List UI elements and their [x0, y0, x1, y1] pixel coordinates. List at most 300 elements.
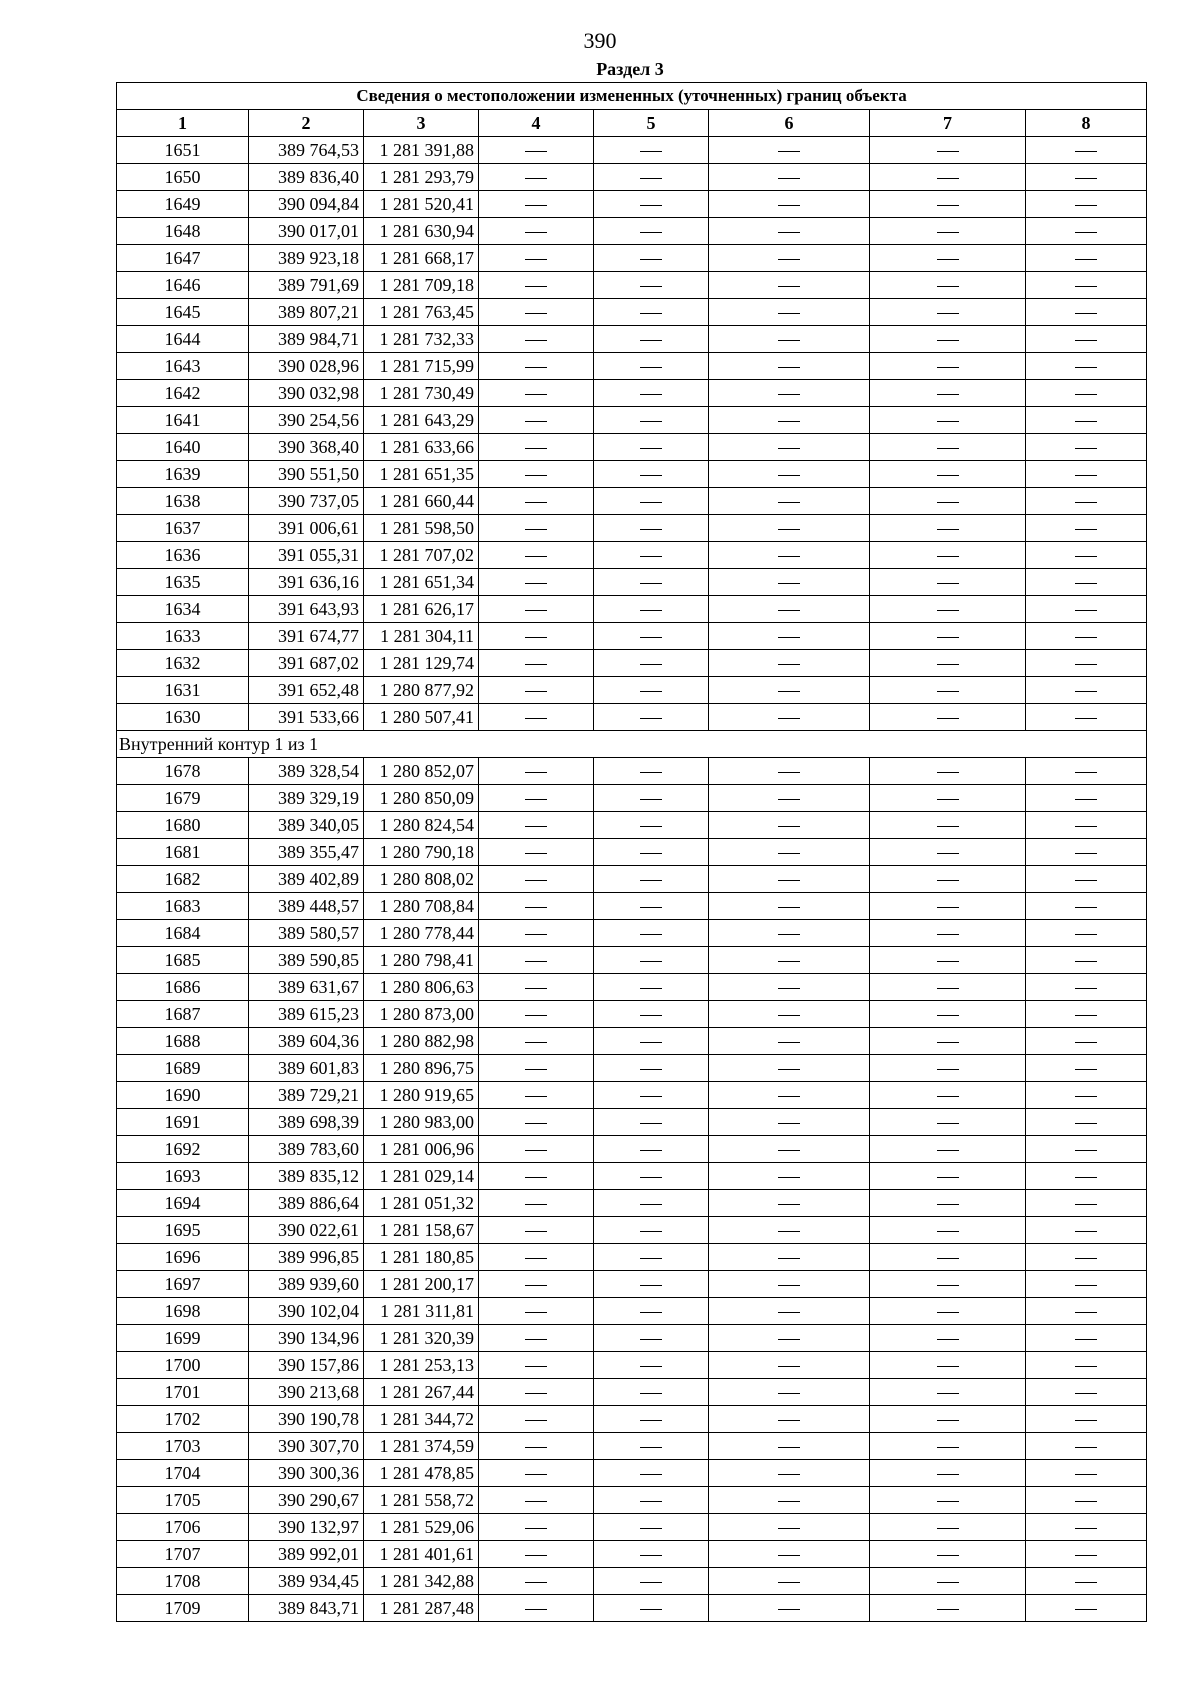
- table-row: [117, 353, 1147, 380]
- empty-dash: [640, 421, 662, 422]
- empty-cell: [594, 1541, 709, 1568]
- empty-cell: [709, 1487, 870, 1514]
- empty-cell: [1026, 569, 1147, 596]
- empty-dash: [640, 1555, 662, 1556]
- y-coordinate-cell: 1 280 778,44: [364, 920, 479, 947]
- empty-cell: [594, 461, 709, 488]
- empty-cell: [594, 569, 709, 596]
- empty-cell: [870, 515, 1026, 542]
- empty-dash: [640, 637, 662, 638]
- empty-dash: [640, 826, 662, 827]
- point-number-cell: 1689: [117, 1055, 249, 1082]
- empty-dash: [937, 529, 959, 530]
- x-coordinate-cell: 389 791,69: [249, 272, 364, 299]
- empty-cell: [709, 1325, 870, 1352]
- empty-dash: [937, 259, 959, 260]
- empty-dash: [640, 1339, 662, 1340]
- empty-dash: [1075, 583, 1097, 584]
- empty-cell: [870, 488, 1026, 515]
- y-coordinate-cell: 1 280 919,65: [364, 1082, 479, 1109]
- point-number-cell: 1632: [117, 650, 249, 677]
- empty-cell: [1026, 947, 1147, 974]
- point-number-cell: 1631: [117, 677, 249, 704]
- empty-dash: [937, 1285, 959, 1286]
- table-row: [117, 569, 1147, 596]
- empty-cell: [1026, 974, 1147, 1001]
- empty-dash: [525, 691, 547, 692]
- empty-cell: [870, 1460, 1026, 1487]
- empty-dash: [778, 1177, 800, 1178]
- empty-dash: [778, 637, 800, 638]
- empty-cell: [479, 1109, 594, 1136]
- point-number-cell: 1678: [117, 758, 249, 785]
- empty-dash: [778, 340, 800, 341]
- x-coordinate-cell: 390 190,78: [249, 1406, 364, 1433]
- empty-dash: [525, 1555, 547, 1556]
- empty-cell: [709, 1568, 870, 1595]
- empty-dash: [525, 1339, 547, 1340]
- empty-cell: [479, 1055, 594, 1082]
- empty-cell: [709, 1028, 870, 1055]
- empty-dash: [525, 1015, 547, 1016]
- empty-dash: [1075, 1231, 1097, 1232]
- empty-cell: [594, 542, 709, 569]
- empty-cell: [870, 191, 1026, 218]
- table-row: [117, 1136, 1147, 1163]
- empty-dash: [1075, 1312, 1097, 1313]
- table-row: [117, 326, 1147, 353]
- empty-cell: [1026, 434, 1147, 461]
- empty-dash: [640, 340, 662, 341]
- empty-cell: [594, 785, 709, 812]
- empty-dash: [1075, 448, 1097, 449]
- empty-cell: [479, 974, 594, 1001]
- empty-dash: [778, 826, 800, 827]
- empty-cell: [594, 1325, 709, 1352]
- empty-cell: [479, 1568, 594, 1595]
- empty-cell: [870, 596, 1026, 623]
- empty-dash: [1075, 907, 1097, 908]
- empty-cell: [1026, 299, 1147, 326]
- empty-cell: [479, 1352, 594, 1379]
- empty-dash: [937, 313, 959, 314]
- empty-dash: [640, 1204, 662, 1205]
- y-coordinate-cell: 1 281 709,18: [364, 272, 479, 299]
- table-row: [117, 137, 1147, 164]
- empty-cell: [870, 272, 1026, 299]
- empty-cell: [479, 380, 594, 407]
- empty-dash: [525, 583, 547, 584]
- empty-cell: [870, 1298, 1026, 1325]
- point-number-cell: 1646: [117, 272, 249, 299]
- point-number-cell: 1701: [117, 1379, 249, 1406]
- y-coordinate-cell: 1 281 520,41: [364, 191, 479, 218]
- empty-cell: [709, 245, 870, 272]
- y-coordinate-cell: 1 280 852,07: [364, 758, 479, 785]
- empty-cell: [594, 407, 709, 434]
- empty-cell: [709, 380, 870, 407]
- empty-dash: [778, 799, 800, 800]
- empty-dash: [937, 988, 959, 989]
- empty-dash: [525, 259, 547, 260]
- column-header: 2: [249, 110, 364, 137]
- empty-dash: [937, 799, 959, 800]
- empty-cell: [1026, 461, 1147, 488]
- empty-cell: [594, 1163, 709, 1190]
- empty-cell: [709, 1460, 870, 1487]
- empty-cell: [870, 245, 1026, 272]
- empty-dash: [640, 583, 662, 584]
- empty-cell: [479, 1028, 594, 1055]
- empty-cell: [709, 704, 870, 731]
- y-coordinate-cell: 1 281 267,44: [364, 1379, 479, 1406]
- y-coordinate-cell: 1 280 824,54: [364, 812, 479, 839]
- empty-cell: [479, 866, 594, 893]
- empty-dash: [1075, 1258, 1097, 1259]
- empty-cell: [870, 812, 1026, 839]
- x-coordinate-cell: 389 604,36: [249, 1028, 364, 1055]
- empty-dash: [525, 1285, 547, 1286]
- empty-cell: [1026, 1460, 1147, 1487]
- empty-dash: [1075, 1177, 1097, 1178]
- empty-cell: [709, 164, 870, 191]
- empty-dash: [1075, 988, 1097, 989]
- empty-dash: [937, 1555, 959, 1556]
- empty-cell: [709, 839, 870, 866]
- y-coordinate-cell: 1 281 200,17: [364, 1271, 479, 1298]
- table-row: [117, 1595, 1147, 1622]
- y-coordinate-cell: 1 281 633,66: [364, 434, 479, 461]
- empty-dash: [1075, 1069, 1097, 1070]
- y-coordinate-cell: 1 280 790,18: [364, 839, 479, 866]
- empty-cell: [870, 1136, 1026, 1163]
- empty-cell: [1026, 650, 1147, 677]
- empty-cell: [709, 191, 870, 218]
- empty-dash: [1075, 961, 1097, 962]
- empty-cell: [870, 434, 1026, 461]
- empty-dash: [937, 718, 959, 719]
- empty-dash: [640, 880, 662, 881]
- empty-cell: [870, 461, 1026, 488]
- empty-cell: [1026, 812, 1147, 839]
- empty-dash: [778, 1150, 800, 1151]
- empty-dash: [525, 502, 547, 503]
- point-number-cell: 1699: [117, 1325, 249, 1352]
- table-row: [117, 380, 1147, 407]
- empty-cell: [1026, 1325, 1147, 1352]
- table-row: [117, 1352, 1147, 1379]
- point-number-cell: 1685: [117, 947, 249, 974]
- empty-dash: [525, 1204, 547, 1205]
- empty-cell: [709, 785, 870, 812]
- empty-cell: [1026, 1541, 1147, 1568]
- empty-dash: [778, 502, 800, 503]
- empty-dash: [778, 664, 800, 665]
- empty-cell: [479, 1514, 594, 1541]
- empty-dash: [778, 880, 800, 881]
- empty-cell: [709, 947, 870, 974]
- point-number-cell: 1692: [117, 1136, 249, 1163]
- empty-cell: [479, 893, 594, 920]
- empty-dash: [640, 367, 662, 368]
- empty-dash: [778, 1474, 800, 1475]
- empty-cell: [479, 947, 594, 974]
- empty-dash: [640, 772, 662, 773]
- empty-dash: [937, 205, 959, 206]
- y-coordinate-cell: 1 281 730,49: [364, 380, 479, 407]
- point-number-cell: 1691: [117, 1109, 249, 1136]
- point-number-cell: 1686: [117, 974, 249, 1001]
- point-number-cell: 1700: [117, 1352, 249, 1379]
- x-coordinate-cell: 389 843,71: [249, 1595, 364, 1622]
- empty-dash: [937, 610, 959, 611]
- table-row: [117, 1460, 1147, 1487]
- empty-dash: [640, 394, 662, 395]
- empty-dash: [525, 1177, 547, 1178]
- empty-cell: [1026, 1109, 1147, 1136]
- empty-cell: [1026, 1055, 1147, 1082]
- table-row: [117, 1298, 1147, 1325]
- empty-cell: [594, 137, 709, 164]
- table-row: [117, 1514, 1147, 1541]
- empty-dash: [778, 1582, 800, 1583]
- empty-cell: [479, 515, 594, 542]
- empty-dash: [1075, 259, 1097, 260]
- empty-cell: [709, 299, 870, 326]
- point-number-cell: 1694: [117, 1190, 249, 1217]
- empty-cell: [870, 677, 1026, 704]
- y-coordinate-cell: 1 281 707,02: [364, 542, 479, 569]
- empty-dash: [640, 691, 662, 692]
- column-header: 8: [1026, 110, 1147, 137]
- table-row: [117, 1055, 1147, 1082]
- x-coordinate-cell: 391 055,31: [249, 542, 364, 569]
- empty-cell: [870, 893, 1026, 920]
- empty-cell: [1026, 785, 1147, 812]
- empty-dash: [937, 232, 959, 233]
- empty-cell: [870, 1028, 1026, 1055]
- empty-dash: [778, 1285, 800, 1286]
- empty-cell: [709, 596, 870, 623]
- empty-cell: [479, 812, 594, 839]
- y-coordinate-cell: 1 281 051,32: [364, 1190, 479, 1217]
- empty-cell: [479, 1001, 594, 1028]
- empty-cell: [594, 218, 709, 245]
- empty-dash: [1075, 799, 1097, 800]
- empty-cell: [594, 1001, 709, 1028]
- empty-dash: [937, 583, 959, 584]
- x-coordinate-cell: 389 992,01: [249, 1541, 364, 1568]
- empty-dash: [640, 961, 662, 962]
- empty-cell: [1026, 1190, 1147, 1217]
- empty-cell: [1026, 893, 1147, 920]
- empty-cell: [479, 569, 594, 596]
- empty-dash: [937, 1123, 959, 1124]
- empty-cell: [594, 839, 709, 866]
- empty-dash: [937, 853, 959, 854]
- y-coordinate-cell: 1 281 129,74: [364, 650, 479, 677]
- table-row: [117, 623, 1147, 650]
- empty-dash: [640, 178, 662, 179]
- table-row: [117, 1028, 1147, 1055]
- empty-cell: [709, 812, 870, 839]
- empty-dash: [778, 475, 800, 476]
- empty-dash: [937, 1231, 959, 1232]
- table-row: [117, 245, 1147, 272]
- point-number-cell: 1698: [117, 1298, 249, 1325]
- empty-dash: [525, 1150, 547, 1151]
- empty-cell: [1026, 353, 1147, 380]
- empty-cell: [1026, 1568, 1147, 1595]
- empty-cell: [594, 920, 709, 947]
- empty-cell: [870, 1541, 1026, 1568]
- empty-dash: [640, 475, 662, 476]
- empty-cell: [479, 1379, 594, 1406]
- empty-cell: [870, 542, 1026, 569]
- empty-dash: [640, 1474, 662, 1475]
- empty-cell: [709, 650, 870, 677]
- empty-cell: [870, 1217, 1026, 1244]
- empty-dash: [1075, 313, 1097, 314]
- empty-cell: [594, 1082, 709, 1109]
- empty-dash: [525, 1474, 547, 1475]
- empty-cell: [479, 1217, 594, 1244]
- empty-dash: [525, 1123, 547, 1124]
- point-number-cell: 1682: [117, 866, 249, 893]
- empty-dash: [778, 934, 800, 935]
- table-row: [117, 677, 1147, 704]
- empty-cell: [709, 758, 870, 785]
- table-row: [117, 515, 1147, 542]
- empty-cell: [709, 1433, 870, 1460]
- empty-cell: [594, 353, 709, 380]
- empty-cell: [594, 1109, 709, 1136]
- empty-cell: [479, 488, 594, 515]
- empty-dash: [640, 1069, 662, 1070]
- point-number-cell: 1643: [117, 353, 249, 380]
- empty-cell: [870, 218, 1026, 245]
- empty-cell: [1026, 407, 1147, 434]
- empty-cell: [479, 758, 594, 785]
- table-row: [117, 812, 1147, 839]
- empty-dash: [525, 637, 547, 638]
- empty-cell: [709, 1163, 870, 1190]
- x-coordinate-cell: 389 328,54: [249, 758, 364, 785]
- empty-dash: [640, 1582, 662, 1583]
- empty-cell: [594, 380, 709, 407]
- table-row: [117, 1541, 1147, 1568]
- empty-cell: [870, 1514, 1026, 1541]
- empty-dash: [937, 934, 959, 935]
- empty-dash: [640, 1231, 662, 1232]
- empty-dash: [525, 880, 547, 881]
- x-coordinate-cell: 390 213,68: [249, 1379, 364, 1406]
- empty-dash: [525, 1447, 547, 1448]
- point-number-cell: 1695: [117, 1217, 249, 1244]
- empty-dash: [640, 853, 662, 854]
- y-coordinate-cell: 1 280 873,00: [364, 1001, 479, 1028]
- empty-dash: [640, 1258, 662, 1259]
- empty-cell: [709, 542, 870, 569]
- empty-dash: [937, 394, 959, 395]
- table-row: [117, 1325, 1147, 1352]
- empty-cell: [709, 272, 870, 299]
- y-coordinate-cell: 1 280 983,00: [364, 1109, 479, 1136]
- empty-cell: [594, 812, 709, 839]
- column-header: 6: [709, 110, 870, 137]
- empty-dash: [937, 1042, 959, 1043]
- table-row: [117, 1109, 1147, 1136]
- empty-cell: [870, 1568, 1026, 1595]
- x-coordinate-cell: 390 028,96: [249, 353, 364, 380]
- point-number-cell: 1693: [117, 1163, 249, 1190]
- y-coordinate-cell: 1 281 342,88: [364, 1568, 479, 1595]
- empty-dash: [525, 610, 547, 611]
- empty-dash: [1075, 178, 1097, 179]
- empty-cell: [594, 1055, 709, 1082]
- x-coordinate-cell: 389 984,71: [249, 326, 364, 353]
- empty-cell: [594, 515, 709, 542]
- empty-cell: [709, 326, 870, 353]
- empty-dash: [525, 1231, 547, 1232]
- empty-dash: [937, 772, 959, 773]
- empty-cell: [594, 488, 709, 515]
- empty-cell: [870, 974, 1026, 1001]
- empty-dash: [1075, 1042, 1097, 1043]
- empty-dash: [1075, 367, 1097, 368]
- empty-dash: [937, 1096, 959, 1097]
- empty-dash: [1075, 691, 1097, 692]
- point-number-cell: 1684: [117, 920, 249, 947]
- empty-cell: [709, 920, 870, 947]
- point-number-cell: 1709: [117, 1595, 249, 1622]
- table-row: [117, 704, 1147, 731]
- empty-dash: [778, 1204, 800, 1205]
- empty-dash: [640, 1150, 662, 1151]
- y-coordinate-cell: 1 281 660,44: [364, 488, 479, 515]
- empty-dash: [525, 664, 547, 665]
- empty-cell: [479, 326, 594, 353]
- table-row: [117, 1082, 1147, 1109]
- empty-dash: [1075, 1501, 1097, 1502]
- empty-cell: [479, 1460, 594, 1487]
- empty-cell: [1026, 1001, 1147, 1028]
- empty-cell: [870, 1055, 1026, 1082]
- empty-dash: [778, 1069, 800, 1070]
- empty-dash: [1075, 286, 1097, 287]
- empty-cell: [870, 1244, 1026, 1271]
- y-coordinate-cell: 1 280 798,41: [364, 947, 479, 974]
- x-coordinate-cell: 391 652,48: [249, 677, 364, 704]
- empty-dash: [525, 340, 547, 341]
- empty-cell: [479, 407, 594, 434]
- empty-cell: [709, 1595, 870, 1622]
- point-number-cell: 1635: [117, 569, 249, 596]
- empty-cell: [479, 1433, 594, 1460]
- point-number-cell: 1680: [117, 812, 249, 839]
- empty-cell: [709, 1271, 870, 1298]
- empty-dash: [640, 448, 662, 449]
- empty-dash: [525, 529, 547, 530]
- empty-dash: [525, 1609, 547, 1610]
- empty-dash: [525, 367, 547, 368]
- empty-dash: [937, 1366, 959, 1367]
- inner-contour-section: [117, 731, 1147, 758]
- empty-cell: [870, 1595, 1026, 1622]
- empty-cell: [594, 1244, 709, 1271]
- empty-cell: [1026, 326, 1147, 353]
- empty-dash: [778, 1555, 800, 1556]
